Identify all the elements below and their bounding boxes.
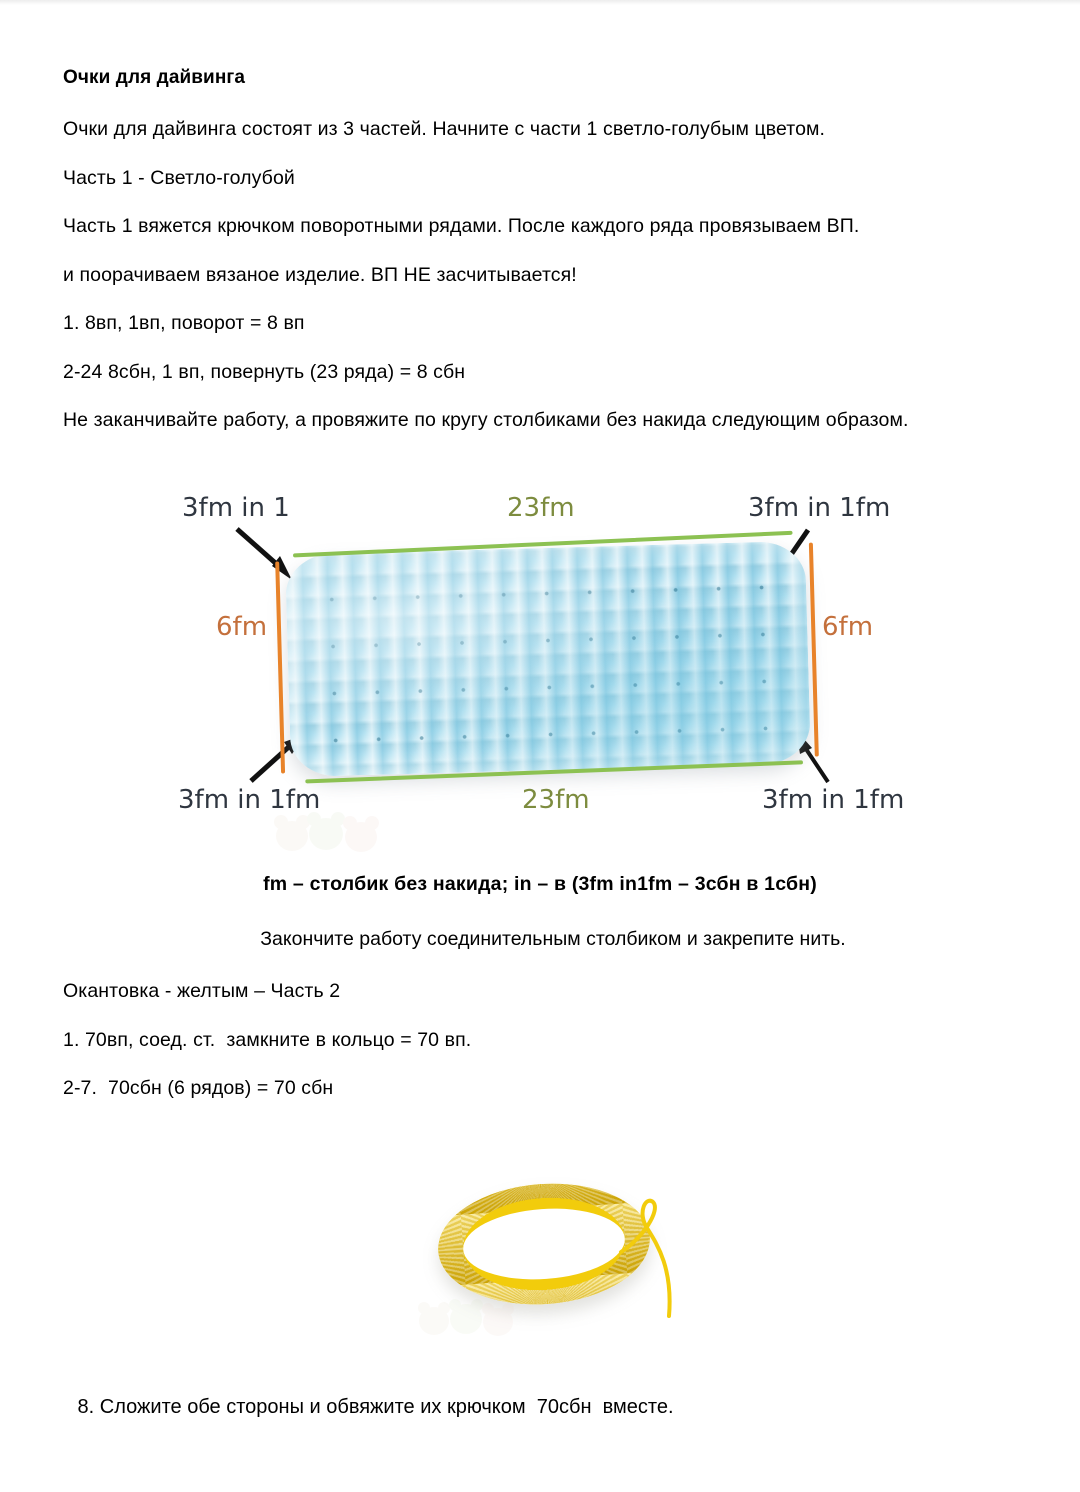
- text-block-upper: [63, 66, 1023, 457]
- label-top-left: 3fm in 1: [182, 493, 290, 523]
- label-top-right: 3fm in 1fm: [748, 493, 891, 523]
- caption-finish-note: Закончите работу соединительным столбиком и закрепите нить.: [260, 928, 846, 950]
- teddy-bear-watermark-icon-2: [412, 1294, 522, 1343]
- label-top-center: 23fm: [507, 493, 575, 523]
- paragraph-part1-method: Часть 1 вяжется крючком поворотными рядами. После каждого ряда провязываем ВП.: [63, 215, 860, 237]
- paragraph-step-8: 8. Сложите обе стороны и обвяжите их крючком 70сбн вместе.: [72, 1396, 674, 1418]
- crochet-swatch-image: [285, 541, 811, 777]
- label-left-side: 6fm: [216, 612, 268, 642]
- crochet-stitch-holes: [303, 555, 792, 762]
- paragraph-intro: Очки для дайвинга состоят из 3 частей. Начните с части 1 светло-голубым цветом.: [63, 118, 826, 140]
- paragraph-part2-row-1: 1. 70вп, соед. ст. замкните в кольцо = 70 вп.: [63, 1028, 472, 1051]
- paragraph-part1-note: и поорачиваем вязаное изделие. ВП НЕ засчитывается!: [63, 263, 577, 286]
- paragraph-part2-rows: 2-7. 70сбн (6 рядов) = 70 сбн: [63, 1077, 334, 1099]
- paragraph-continue: Не заканчивайте работу, а провяжите по кругу столбиками без накида следующим образом.: [63, 409, 909, 431]
- paragraph-part2-heading: Окантовка - желтым – Часть 2: [63, 980, 341, 1002]
- paragraph-rows-2-24: 2-24 8сбн, 1 вп, повернуть (23 ряда) = 8 сбн: [63, 360, 466, 383]
- label-bottom-right: 3fm in 1fm: [762, 785, 905, 815]
- caption-abbreviations: fm – столбик без накида; in – в (3fm in1fm – 3сбн в 1сбн): [263, 873, 817, 895]
- crochet-texture: [285, 541, 811, 777]
- label-bottom-center: 23fm: [522, 785, 590, 815]
- page-title: Очки для дайвинга: [63, 67, 246, 88]
- paragraph-row-1: 1. 8вп, 1вп, поворот = 8 вп: [63, 312, 305, 334]
- teddy-bear-watermark-icon: [268, 808, 388, 859]
- paragraph-part1-heading: Часть 1 - Светло-голубой: [63, 166, 295, 189]
- label-right-side: 6fm: [822, 612, 874, 642]
- yarn-tail-icon: [613, 1190, 693, 1325]
- text-block-lower: [63, 979, 1023, 1125]
- page-top-edge: [0, 0, 1080, 5]
- figure-yellow-ring: [408, 1176, 698, 1341]
- figure-blue-swatch: [160, 488, 950, 833]
- label-bottom-left: 3fm in 1fm: [178, 785, 321, 815]
